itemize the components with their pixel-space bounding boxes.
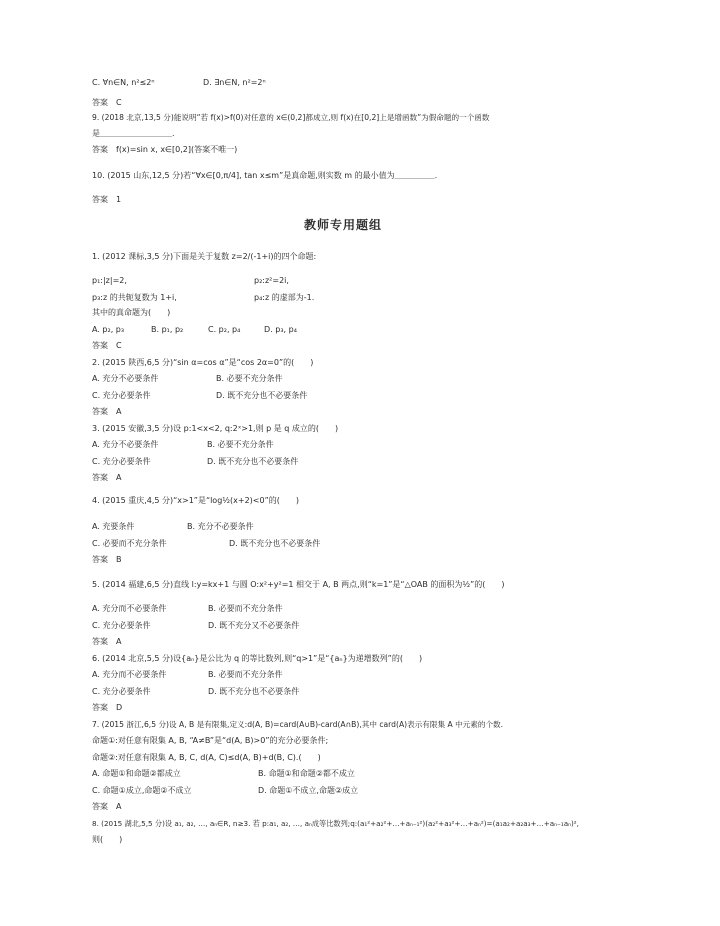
option-a: A. 充分而不必要条件 <box>92 604 167 613</box>
option-b: B. 充分不必要条件 <box>187 522 254 531</box>
section-title: 教师专用题组 <box>304 218 383 232</box>
proposition-p3: p₃:z 的共轭复数为 1+i, <box>92 293 177 302</box>
option-a: A. 充分而不必要条件 <box>92 670 167 679</box>
question-4: 4. (2015 重庆,4,5 分)“x>1”是“log½(x+2)<0”的( ) <box>92 496 299 505</box>
proposition-p1: p₁:|z|=2, <box>92 276 127 285</box>
option-c: C. p₂, p₄ <box>208 325 241 334</box>
option-d: D. 命题①不成立,命题②成立 <box>258 786 359 795</box>
question-7-proposition-2: 命题②:对任意有限集 A, B, C, d(A, C)≤d(A, B)+d(B, C).( ) <box>92 753 321 762</box>
option-b: B. 必要不充分条件 <box>207 440 274 449</box>
answer: 答案 A <box>92 802 122 811</box>
option-b: B. p₁, p₂ <box>151 325 184 334</box>
option-b: B. 必要而不充分条件 <box>208 604 283 613</box>
question-7-proposition-1: 命题①:对任意有限集 A, B, “A≠B”是“d(A, B)>0”的充分必要条件; <box>92 736 329 745</box>
answer: 答案 D <box>92 703 123 712</box>
option-a: A. p₂, p₃ <box>92 325 125 334</box>
question-6: 6. (2014 北京,5,5 分)设{aₙ}是公比为 q 的等比数列,则“q>1”是“{aₙ}为递增数列”的( ) <box>92 654 423 663</box>
option-a: A. 命题①和命题②都成立 <box>92 769 181 778</box>
question-3: 3. (2015 安徽,3,5 分)设 p:1<x<2, q:2ˣ>1,则 p 是 q 成立的( ) <box>92 424 339 433</box>
option-c: C. 充分必要条件 <box>92 391 151 400</box>
question-5: 5. (2014 福建,6,5 分)直线 l:y=kx+1 与圆 O:x²+y²=1 相交于 A, B 两点,则“k=1”是“△OAB 的面积为½”的( ) <box>92 580 505 589</box>
question-1: 1. (2012 课标,3,5 分)下面是关于复数 z=2/(-1+i)的四个命题: <box>92 252 317 261</box>
option-d: D. ∃n∈N, n²=2ⁿ <box>203 78 266 87</box>
option-b: B. 必要而不充分条件 <box>208 670 283 679</box>
option-a: A. 充分不必要条件 <box>92 440 159 449</box>
option-c: C. 充分必要条件 <box>92 687 151 696</box>
option-c: C. 命题①成立,命题②不成立 <box>92 786 192 795</box>
option-c: C. ∀n∈N, n²≤2ⁿ <box>92 78 155 87</box>
option-d: D. 既不充分也不必要条件 <box>208 687 300 696</box>
option-d: D. 既不充分也不必要条件 <box>207 457 299 466</box>
question-9: 9. (2018 北京,13,5 分)能说明“若 f(x)>f(0)对任意的 x∈(0,2]都成立,则 f(x)在[0,2]上是增函数”为假命题的一个函数 <box>92 113 490 122</box>
option-c: C. 充分必要条件 <box>92 621 151 630</box>
question-1-prompt: 其中的真命题为( ) <box>92 308 171 317</box>
option-d: D. 既不充分又不必要条件 <box>208 621 300 630</box>
option-c: C. 必要而不充分条件 <box>92 539 167 548</box>
answer-10: 答案 1 <box>92 195 122 204</box>
option-b: B. 必要不充分条件 <box>216 374 283 383</box>
proposition-p4: p₄:z 的虚部为-1. <box>254 293 315 302</box>
proposition-p2: p₂:z²=2i, <box>254 276 289 285</box>
answer-9: 答案 f(x)=sin x, x∈[0,2](答案不唯一) <box>92 145 238 154</box>
option-a: A. 充要条件 <box>92 522 135 531</box>
option-d: D. 既不充分也不必要条件 <box>229 539 321 548</box>
question-7: 7. (2015 浙江,6,5 分)设 A, B 是有限集,定义:d(A, B)=card(A∪B)-card(A∩B),其中 card(A)表示有限集 A 中元素的个数. <box>92 720 504 729</box>
question-10: 10. (2015 山东,12,5 分)若“∀x∈[0,π/4], tan x≤m”是真命题,则实数 m 的最小值为＿＿＿＿＿. <box>92 171 438 180</box>
question-8-continuation: 则( ) <box>92 835 123 844</box>
answer: 答案 A <box>92 637 122 646</box>
option-d: D. 既不充分也不必要条件 <box>216 391 308 400</box>
option-a: A. 充分不必要条件 <box>92 374 159 383</box>
question-8: 8. (2015 湖北,5,5 分)设 a₁, a₂, …, aₙ∈R, n≥3. 若 p:a₁, a₂, …, aₙ成等比数列;q:(a₁²+a₂²+…+aₙ₋₁²)(a₂²+a₃²+…+aₙ²)=(a₁a₂+a₂a₃+…+aₙ₋₁aₙ)², <box>92 819 579 828</box>
question-2: 2. (2015 陕西,6,5 分)“sin α=cos α”是“cos 2α=0”的( ) <box>92 358 314 367</box>
answer: 答案 A <box>92 407 122 416</box>
answer: 答案 B <box>92 555 122 564</box>
option-c: C. 充分必要条件 <box>92 457 151 466</box>
option-b: B. 命题①和命题②都不成立 <box>258 769 355 778</box>
answer: 答案 C <box>92 341 122 350</box>
answer: 答案 A <box>92 473 122 482</box>
answer: 答案 C <box>92 98 122 107</box>
option-d: D. p₃, p₄ <box>264 325 297 334</box>
question-9-blank: 是＿＿＿＿＿＿＿＿＿. <box>92 129 175 138</box>
